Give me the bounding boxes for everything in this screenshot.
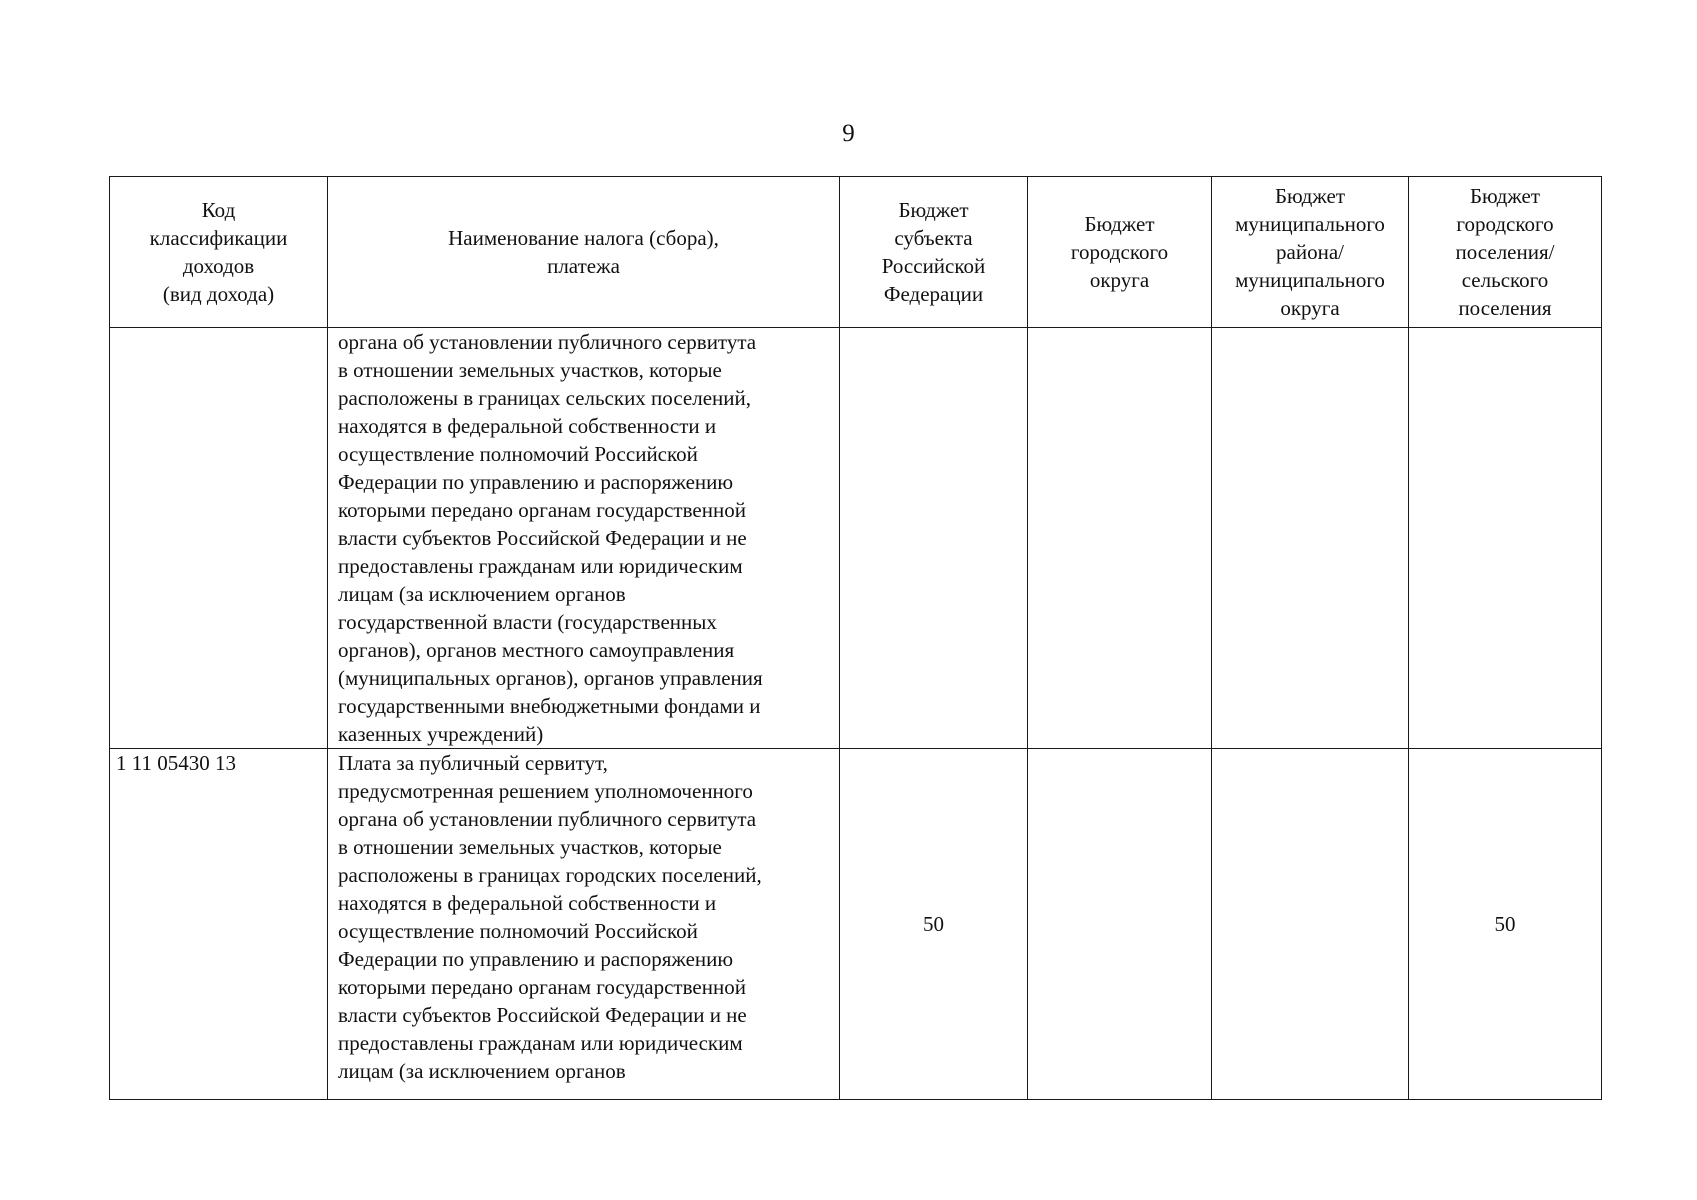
- header-line: округа: [1280, 296, 1340, 320]
- tax-name-line: власти субъектов Российской Федерации и не: [338, 1003, 747, 1027]
- tax-name-line: которыми передано органам государственной: [338, 498, 746, 522]
- tax-name-line: казенных учреждений): [338, 722, 544, 746]
- header-line: Код: [201, 198, 236, 222]
- settlement-budget-cell: 50: [1409, 749, 1602, 1100]
- header-line: Российской: [881, 254, 986, 278]
- tax-name-line: которыми передано органам государственной: [338, 975, 746, 999]
- tax-name-line: осуществление полномочий Российской: [338, 919, 698, 943]
- header-line: платежа: [547, 254, 620, 278]
- tax-name-line: предоставлены гражданам или юридическим: [338, 1031, 743, 1055]
- municipal-district-budget-cell: [1212, 328, 1409, 749]
- header-line: сельского: [1461, 268, 1549, 292]
- tax-name-line: предусмотренная решением уполномоченного: [338, 779, 753, 803]
- tax-name-line: находятся в федеральной собственности и: [338, 891, 717, 915]
- tax-name-cell: [328, 328, 840, 749]
- tax-name-cell: [328, 749, 840, 1100]
- page-number: 9: [842, 120, 855, 147]
- header-line: муниципального: [1235, 212, 1385, 236]
- header-line: городского: [1070, 240, 1169, 264]
- header-settlement-budget: [1409, 177, 1602, 328]
- header-line: Бюджет: [898, 198, 969, 222]
- tax-name-line: в отношении земельных участков, которые: [338, 358, 722, 382]
- tax-name-line: органов), органов местного самоуправления: [338, 638, 735, 662]
- subject-budget-cell: [840, 328, 1028, 749]
- income-code-cell: [110, 328, 328, 749]
- tax-name-line: власти субъектов Российской Федерации и не: [338, 526, 747, 550]
- tax-name-line: государственной власти (государственных: [338, 610, 717, 634]
- header-line: субъекта: [894, 226, 973, 250]
- header-line: классификации: [149, 226, 288, 250]
- settlement-budget-cell: [1409, 328, 1602, 749]
- header-line: поселения: [1458, 296, 1552, 320]
- income-code-cell: 1 11 05430 13: [110, 749, 328, 1100]
- tax-name-line: находятся в федеральной собственности и: [338, 414, 717, 438]
- header-subject-budget: [840, 177, 1028, 328]
- header-income-code: [110, 177, 328, 328]
- table-row: [110, 328, 1602, 749]
- revenue-distribution-table: [109, 176, 1602, 1100]
- city-district-budget-cell: [1028, 328, 1212, 749]
- tax-name-line: расположены в границах сельских поселений,: [338, 386, 751, 410]
- header-tax-name: [328, 177, 840, 328]
- header-line: Бюджет: [1469, 184, 1541, 208]
- tax-name-line: лицам (за исключением органов: [338, 582, 626, 606]
- table-header-row: [110, 177, 1602, 328]
- header-line: округа: [1089, 268, 1150, 292]
- subject-budget-cell: 50: [840, 749, 1028, 1100]
- header-city-district-budget: [1028, 177, 1212, 328]
- city-district-budget-cell: [1028, 749, 1212, 1100]
- tax-name-line: лицам (за исключением органов: [338, 1059, 626, 1083]
- header-line: Федерации: [883, 282, 984, 306]
- tax-name-line: органа об установлении публичного сервитута: [338, 807, 757, 831]
- header-line: (вид дохода): [162, 282, 275, 306]
- tax-name-line: в отношении земельных участков, которые: [338, 835, 722, 859]
- tax-name-line: органа об установлении публичного сервитута: [338, 330, 757, 354]
- tax-name-line: Федерации по управлению и распоряжению: [338, 947, 734, 971]
- header-line: муниципального: [1235, 268, 1385, 292]
- header-line: района/: [1276, 240, 1344, 264]
- header-line: городского: [1456, 212, 1554, 236]
- tax-name-line: государственными внебюджетными фондами и: [338, 694, 761, 718]
- header-line: доходов: [182, 254, 255, 278]
- header-line: Бюджет: [1274, 184, 1346, 208]
- header-line: Наименование налога (сбора),: [448, 226, 719, 250]
- table-row: [110, 749, 1602, 1100]
- header-line: Бюджет: [1084, 212, 1155, 236]
- tax-name-line: Плата за публичный сервитут,: [338, 751, 608, 775]
- tax-name-line: (муниципальных органов), органов управления: [338, 666, 763, 690]
- header-municipal-district-budget: [1212, 177, 1409, 328]
- header-line: поселения/: [1455, 240, 1555, 264]
- tax-name-line: предоставлены гражданам или юридическим: [338, 554, 743, 578]
- municipal-district-budget-cell: [1212, 749, 1409, 1100]
- tax-name-line: расположены в границах городских поселений,: [338, 863, 762, 887]
- tax-name-line: Федерации по управлению и распоряжению: [338, 470, 734, 494]
- tax-name-line: осуществление полномочий Российской: [338, 442, 698, 466]
